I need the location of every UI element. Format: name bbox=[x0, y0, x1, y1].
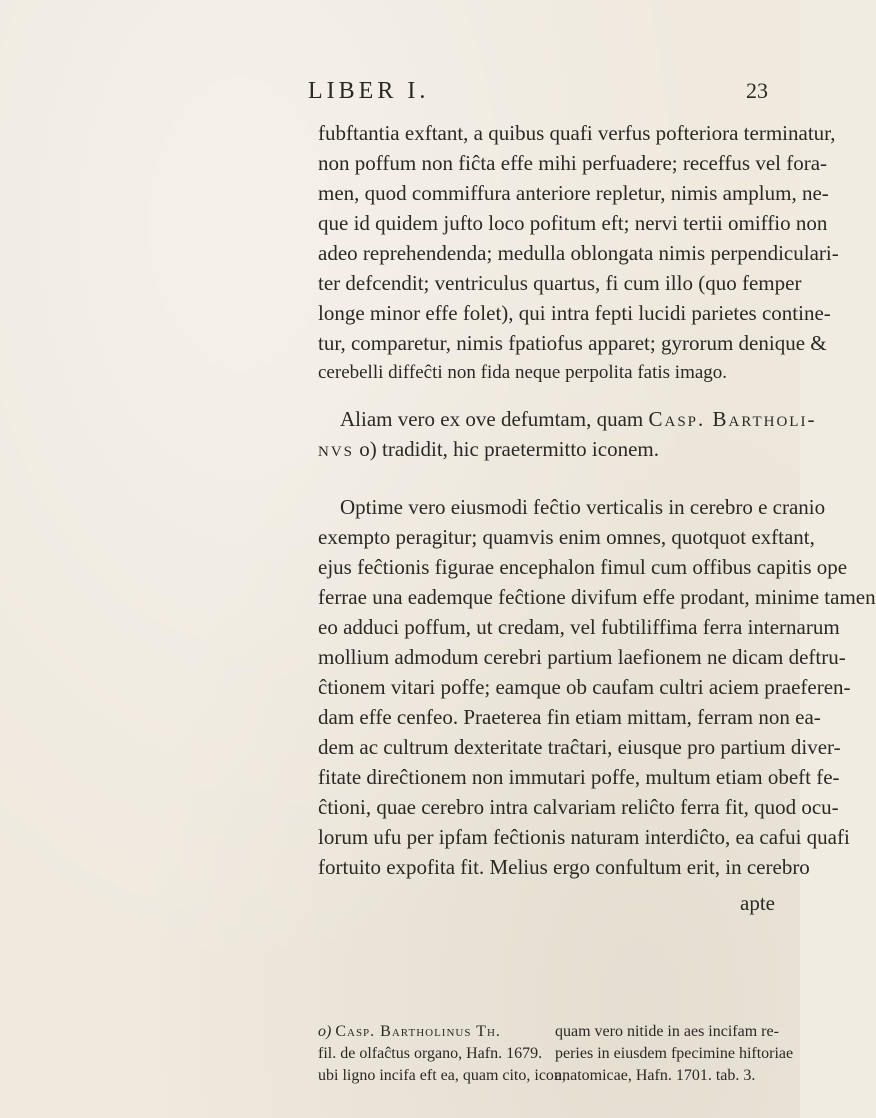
footnote-left-line bbox=[318, 1021, 501, 1043]
text-line: dem ac cultrum dexteritate traĉtari, eiusque pro partium diver- bbox=[318, 735, 841, 759]
footnote-marker: o) bbox=[318, 1023, 336, 1040]
text-line: cerebelli diffeĉti non fida neque perpolita fatis imago. bbox=[318, 362, 728, 383]
text-line: que id quidem jufto loco pofitum eft; nervi tertii omiffio non bbox=[318, 211, 828, 235]
footnote-left-line: fil. de olfaĉtus organo, Hafn. 1679. bbox=[318, 1045, 543, 1062]
author-name: Casp. Bartholi- bbox=[648, 407, 817, 431]
page-number: 23 bbox=[746, 78, 768, 103]
text-line: ter defcendit; ventriculus quartus, fi cum illo (quo femper bbox=[318, 271, 802, 295]
footnote-right-line: peries in eiusdem fpecimine hiftoriae bbox=[555, 1045, 794, 1062]
text-line: fubftantia exftant, a quibus quafi verfus pofteriora terminatur, bbox=[318, 121, 836, 145]
text-line: exempto peragitur; quamvis enim omnes, quotquot exftant, bbox=[318, 525, 815, 549]
text-line: ĉtioni, quae cerebro intra calvariam reliĉto ferra fit, quod ocu- bbox=[318, 795, 839, 819]
text-line: mollium admodum cerebri partium laefionem ne dicam deftru- bbox=[318, 645, 846, 669]
footnote-left-line: ubi ligno incifa eft ea, quam cito, icon, bbox=[318, 1067, 566, 1084]
text-line bbox=[340, 404, 816, 434]
text-line: men, quod commiffura anteriore repletur, nimis amplum, ne- bbox=[318, 181, 829, 205]
text-line: adeo reprehendenda; medulla oblongata nimis perpendiculari- bbox=[318, 241, 839, 265]
text-line: dam effe cenfeo. Praeterea fin etiam mittam, ferram non ea- bbox=[318, 705, 821, 729]
text-line: tur, comparetur, nimis fpatiofus apparet; gyrorum denique & bbox=[318, 331, 827, 355]
text-line: fortuito expofita fit. Melius ergo confultum erit, in cerebro bbox=[318, 855, 810, 879]
text-line: eo adduci poffum, ut credam, vel fubtiliffima ferra internarum bbox=[318, 615, 840, 639]
author-name: nvs bbox=[318, 437, 355, 461]
running-title: LIBER I. bbox=[308, 78, 430, 104]
text-line: ĉtionem vitari poffe; eamque ob caufam cultri aciem praeferen- bbox=[318, 675, 851, 699]
text-line: longe minor effe folet), qui intra fepti lucidi parietes contine- bbox=[318, 301, 831, 325]
text-line: fitate direĉtionem non immutari poffe, multum etiam obeft fe- bbox=[318, 765, 840, 789]
footnote-right-line: quam vero nitide in aes incifam re- bbox=[555, 1023, 779, 1040]
text-span: Aliam vero ex ove defumtam, quam bbox=[340, 407, 649, 431]
footnote-right-line: anatomicae, Hafn. 1701. tab. 3. bbox=[555, 1067, 756, 1084]
text-line: ferrae una eademque feĉtione divifum effe prodant, minime tamen bbox=[318, 585, 876, 609]
text-line: lorum ufu per ipfam feĉtionis naturam interdiĉto, ea cafui quafi bbox=[318, 825, 850, 849]
text-line bbox=[318, 434, 659, 464]
footnote-author: Casp. Bartholinus Th. bbox=[335, 1023, 501, 1040]
text-line: non poffum non fiĉta effe mihi perfuadere; receffus vel fora- bbox=[318, 151, 828, 175]
catchword: apte bbox=[740, 891, 775, 915]
text-line: ejus feĉtionis figurae encephalon fimul cum offibus capitis ope bbox=[318, 555, 848, 579]
text-line: Optime vero eiusmodi feĉtio verticalis in cerebro e cranio bbox=[340, 495, 826, 519]
text-span: o) tradidit, hic praetermitto iconem. bbox=[354, 437, 659, 461]
